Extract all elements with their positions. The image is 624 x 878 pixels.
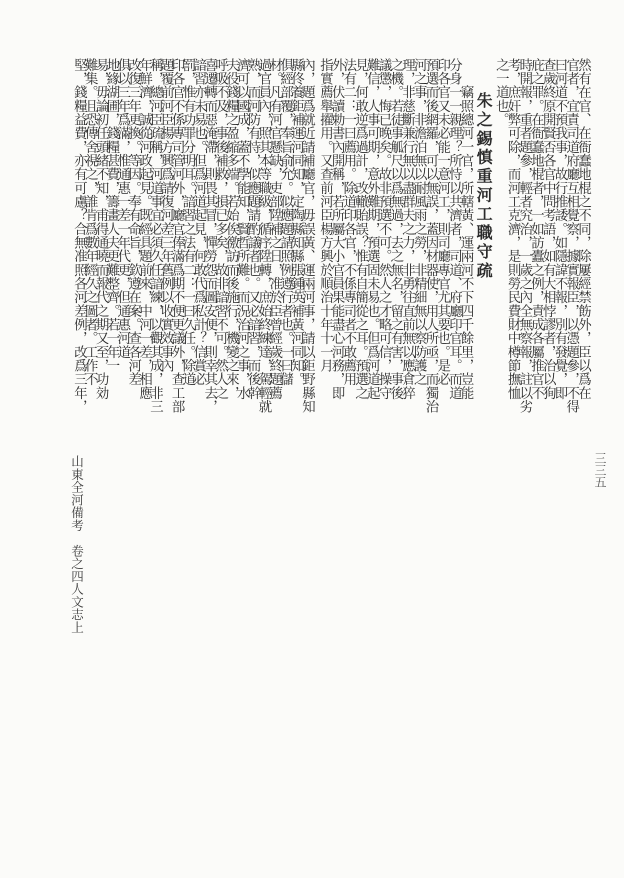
right-text-column: 俱經部覆，奉旨俞允。似應題請照例遵行者也。一曰儲 bbox=[277, 58, 293, 387]
right-text-column: 堅，錢糧益費，亦有可慮？合無准照各河差例，改爲三年， bbox=[71, 58, 87, 414]
left-text-column: 議懲，悔已晚矣。故非預選不可。然人之才略可信，操守 bbox=[376, 58, 392, 400]
left-text-column: 理，非慈斷兼行無以盡群夫之力，非勇往直前無以應倉猝 bbox=[399, 58, 415, 400]
right-text-column: 年鮮濟，誠從河政起見。既經具題前來，中河一差，相應 bbox=[136, 58, 152, 400]
right-text-column: 喜遷轉而惡淹滯，則畏其冒，憚勞怨而圖安便，則幸其去， bbox=[201, 58, 217, 414]
right-text-column: 印各官不係專司管河外，廳官俸滿爲期不便更議外，查工部 bbox=[169, 58, 185, 414]
left-text-column: 指實薦舉擢用。又查前河臣楊方興於順治十年十一月 bbox=[317, 58, 333, 373]
left-text-column: 官者，宜責司道府廳互相覺察，據實報臣，以憑題參，不得 bbox=[563, 58, 579, 414]
left-text-column: 預選而後網羅，可以無誤，蓋因材器使，用人所亟，而獨治 bbox=[422, 58, 438, 414]
left-text-column: 外，伏讀勅書內開稱，若所屬大小官員果能盡心河務，即 bbox=[329, 58, 345, 400]
left-text-column: 時開報，重者題參，輕者究治，一歲之內全無察報，註以劣 bbox=[516, 58, 532, 414]
right-text-column: 改復三年更換。等因。奉有命旨，欽遵在案。查各河差 bbox=[125, 58, 141, 387]
right-text-column: 罰，惟有功罪分明耳。諳習之法有二：一曰久任。除道 bbox=[179, 58, 195, 387]
right-text-column: 題覆前河臣楊方興爲請復河差三年舊例以收實效事內 bbox=[158, 58, 174, 373]
left-text-column: 見，何敢逆爲過計，改轍貽誤？惟有自簡從之耳。預選之 bbox=[352, 58, 368, 400]
right-text-column: 地緣湖圃，錢糧甚費，籌畫人夫更難整齊。若一年一 bbox=[103, 58, 119, 373]
right-text-column: 諳習亦未易也。但爲河道起見，何敢代爲私計？信賞必 bbox=[190, 58, 206, 387]
right-text-column: 縣佟養鉅補運河同知，定陶縣知縣張鍾英補黃河同知。 bbox=[288, 58, 304, 387]
right-text-column: 夫役錢糧之盈縮多端。若始俟徼訪而後施行，機變之來， bbox=[223, 58, 239, 400]
page-number: 三三五 bbox=[593, 452, 607, 488]
right-text-column: 俱以三年爲滿，惟通惠一差一年代更，但通惠河道 bbox=[114, 58, 130, 359]
running-header: 山東全河備考 卷之四人文志上 bbox=[69, 455, 85, 634]
left-text-column: 之機。若徒事觚尺以爲無過，去之無名，留之有害，事後 bbox=[387, 58, 403, 400]
left-text-column: 印各官又未必能一意河工，則司廳專官尤其要也。是必 bbox=[434, 58, 450, 387]
right-text-column: 濟可以國成，蓋不學能知，賢哲所難。而況治河之事，水 bbox=[234, 58, 250, 400]
left-text-column: 曰河道不預我事，故行推諉。如隱諱不報，別有發覺，即 bbox=[551, 58, 567, 400]
left-text-column: 竊照總河一官，所轄黃、運兩河不下四千餘里，豈能 bbox=[458, 58, 474, 400]
right-text-column: 內，題爲就近請補廳官，毋誤黃、運兩河事，請以鉅野縣知 bbox=[299, 58, 315, 414]
left-text-column: 然有在官、在衙蠢地棍之不同，除屢經禁飭外，臣以爲在 bbox=[575, 58, 591, 400]
left-text-column: 法有二：一曰薦用。除道印各官，不係專司者不敢薦用 bbox=[340, 58, 356, 387]
right-text-column: 過官員內，照其本等職級，循序陞轉，庶始終練達，駕輕就 bbox=[255, 58, 271, 414]
left-text-column: 查歲終原開賢否各官中問考語，如有大相悖謬者，治以狥 bbox=[540, 58, 556, 400]
left-text-column: 分身一一親理？所恃以共濟者，司道、府廳印官耳。而道 bbox=[446, 58, 462, 400]
right-text-column: 稱，總河臣疏稱，河道事宜必須久任諳練，以觀其成，非三 bbox=[147, 58, 163, 414]
right-text-column: 易，毋論初任頭緒不知，甫得通曉而報代之期又至，功効 bbox=[93, 58, 109, 400]
right-text-column: 熟，而河防有恃，似應題請酌議者也。又必諳習，而後幹 bbox=[245, 58, 261, 400]
right-text-column: 難集。且恐傳舍視之，誰肯爲數年經久之圖者。工作不 bbox=[82, 58, 98, 387]
left-text-column: 難信，人事可期，意外難期，預選固未易也。但爲河道起 bbox=[364, 58, 380, 400]
left-text-column: 考，庶奸弊可除，而河工克濟，是則勞民費財中樽節撫恤 bbox=[505, 58, 521, 400]
left-text-column: 庇之罪。在衙蠢地棍者，一如訪蠹之例，責成各屬推官不 bbox=[528, 58, 544, 400]
right-text-column: 材。凡有河官懸缺，吏部陞補之日，准於臣曾經歲終題薦 bbox=[266, 58, 282, 400]
left-text-column: 河之事，非澹泊無以耐風雨之勞，非精細無以察防護之 bbox=[411, 58, 427, 387]
right-text-column: 呼吸不及，事後補救，損已多矣，故非諳習不可。然人之 bbox=[212, 58, 228, 400]
memorial-title: 朱之錫慎重河工職守疏 bbox=[474, 92, 494, 281]
left-text-column: 之一道也。 bbox=[493, 58, 509, 127]
